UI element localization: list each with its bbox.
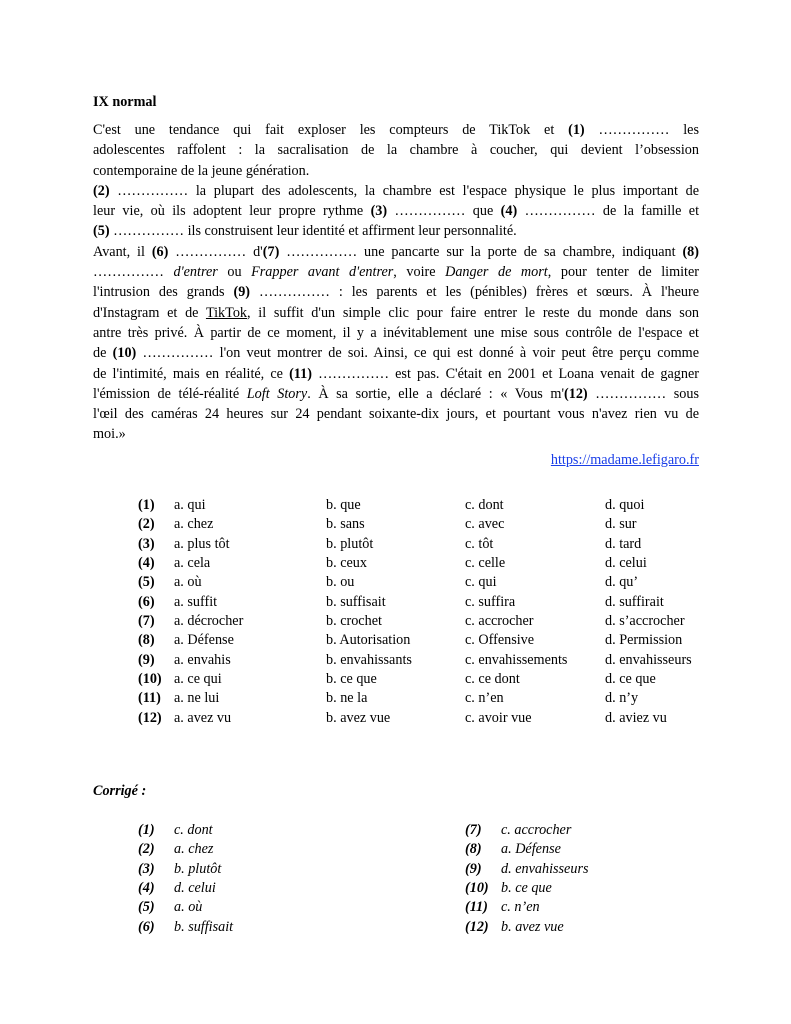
option-c: c. avec — [465, 516, 505, 533]
corrige-row — [465, 840, 671, 859]
option-row — [138, 515, 715, 534]
corrige-row — [138, 879, 344, 898]
option-b: b. que — [326, 497, 361, 513]
corrige-number: (1) — [138, 822, 155, 838]
corrige-number: (9) — [465, 860, 482, 877]
option-a: a. avez vu — [174, 709, 232, 726]
option-b: b. sans — [326, 516, 365, 533]
option-row — [138, 593, 715, 612]
option-b: b. envahissants — [326, 651, 412, 668]
corrige-number: (8) — [465, 841, 482, 858]
corrige-answer: b. plutôt — [174, 860, 222, 877]
option-a: a. plus tôt — [174, 535, 230, 552]
options-table — [138, 496, 715, 728]
corrige-number: (4) — [138, 880, 155, 897]
option-row — [138, 573, 715, 592]
corrige-number: (7) — [465, 822, 482, 838]
paragraph-line: l'intrusion des grands (9) …………… : les parents et les (pénibles) frères et sœurs. À l'heure — [93, 284, 699, 301]
corrige-answer: d. celui — [174, 880, 216, 897]
option-d: d. Permission — [605, 632, 683, 649]
option-a: a. ce qui — [174, 671, 222, 688]
option-row — [138, 670, 715, 689]
option-b: b. crochet — [326, 613, 382, 630]
option-b: b. ou — [326, 574, 355, 591]
paragraph-line: …………… d'entrer ou Frapper avant d'entrer, voire Danger de mort, pour tenter de limiter — [93, 264, 700, 281]
option-c: c. celle — [465, 555, 506, 572]
option-row — [138, 612, 715, 631]
paragraph-line: de l'intimité, mais en réalité, ce (11) …………… est pas. C'était en 2001 et Loana venait de gagner — [93, 365, 699, 382]
option-c: c. n’en — [465, 690, 504, 707]
option-d: d. tard — [605, 535, 642, 552]
option-c: c. suffira — [465, 593, 516, 610]
option-b: b. avez vue — [326, 709, 391, 726]
corrige-answer: a. Défense — [501, 841, 561, 858]
option-a: a. décrocher — [174, 613, 244, 630]
option-d: d. aviez vu — [605, 709, 667, 726]
source-link[interactable]: https://madame.lefigaro.fr — [550, 452, 699, 468]
cloze-paragraph — [93, 120, 699, 445]
option-a: a. où — [174, 574, 202, 591]
corrige-answer: a. chez — [174, 841, 214, 858]
corrige-row — [138, 918, 344, 937]
option-d: d. qu’ — [605, 574, 639, 591]
tiktok-link[interactable]: TikTok — [205, 304, 248, 321]
corrige-number: (10) — [465, 880, 489, 897]
paragraph-line: contemporaine de la jeune génération. — [93, 162, 310, 179]
corrige-number: (12) — [465, 918, 489, 935]
corrige-answer: a. où — [174, 899, 203, 916]
corrige-answer: c. accrocher — [501, 822, 572, 838]
corrige-answer: c. dont — [174, 822, 213, 838]
question-number: (4) — [138, 555, 155, 572]
corrige-row — [465, 898, 671, 917]
corrige-answer: d. envahisseurs — [501, 860, 589, 877]
corrige-row — [465, 918, 671, 937]
corrige-number: (3) — [138, 860, 155, 877]
option-c: c. Offensive — [465, 632, 535, 649]
corrige-row — [138, 821, 344, 840]
corrige-answer: b. avez vue — [501, 918, 564, 935]
option-a: a. cela — [174, 555, 211, 572]
corrige-row — [465, 821, 671, 840]
option-b: b. suffisait — [326, 593, 386, 610]
corrige-number: (11) — [465, 899, 488, 916]
option-d: d. suffirait — [605, 593, 664, 610]
option-d: d. s’accrocher — [605, 613, 685, 630]
question-number: (9) — [138, 651, 155, 668]
paragraph-line: l'œil des caméras 24 heures sur 24 pendant soixante-dix jours, et pourtant vous n'avez rien vu de — [93, 406, 699, 423]
option-a: a. Défense — [174, 632, 234, 649]
option-c: c. tôt — [465, 535, 494, 552]
corrige-answer: c. n’en — [501, 899, 540, 916]
option-b: b. ne la — [326, 690, 368, 707]
option-row — [138, 554, 715, 573]
question-number: (7) — [138, 613, 155, 630]
option-c: c. accrocher — [465, 613, 534, 630]
option-d: d. ce que — [605, 671, 656, 688]
option-d: d. quoi — [605, 497, 645, 513]
option-b: b. plutôt — [326, 535, 374, 552]
corrige-number: (6) — [138, 918, 155, 935]
option-a: a. suffit — [174, 593, 218, 610]
option-b: b. ce que — [326, 671, 377, 688]
option-c: c. envahissements — [465, 651, 568, 668]
question-number: (11) — [138, 690, 161, 707]
option-a: a. qui — [174, 497, 206, 513]
option-b: b. ceux — [326, 555, 367, 572]
question-number: (3) — [138, 535, 155, 552]
corrige-answer: b. suffisait — [174, 918, 234, 935]
paragraph-line: C'est une tendance qui fait exploser les compteurs de TikTok et (1) …………… les — [93, 122, 700, 138]
option-a: a. chez — [174, 516, 214, 533]
corrige-number: (5) — [138, 899, 155, 916]
question-number: (12) — [138, 709, 162, 726]
paragraph-line: Avant, il (6) …………… d'(7) …………… une pancarte sur la porte de sa chambre, indiquant (8) — [93, 243, 699, 260]
option-a: a. envahis — [174, 651, 231, 668]
option-b: b. Autorisation — [326, 632, 411, 649]
paragraph-line: (2) …………… la plupart des adolescents, la chambre est l'espace physique le plus important de — [93, 182, 700, 199]
option-row — [138, 709, 715, 728]
question-number: (2) — [138, 516, 155, 533]
question-number: (6) — [138, 593, 155, 610]
corrige-title: Corrigé : — [93, 783, 147, 799]
question-number: (1) — [138, 497, 155, 513]
paragraph-line: leur vie, où ils adoptent leur propre rythme (3) …………… que (4) …………… de la famille et — [93, 203, 700, 220]
paragraph-line: l'émission de télé-réalité Loft Story. À sa sortie, elle a déclaré : « Vous m'(12) …………… sous — [93, 385, 700, 402]
option-d: d. n’y — [605, 690, 639, 707]
corrige-row — [138, 898, 344, 917]
option-row — [138, 496, 715, 515]
question-number: (10) — [138, 671, 162, 688]
option-c: c. dont — [465, 497, 504, 513]
option-c: c. avoir vue — [465, 709, 532, 726]
option-c: c. qui — [465, 574, 497, 591]
corrige-answer: b. ce que — [501, 880, 552, 897]
paragraph-line: antre très privé. À partir de ce moment, il y a inévitablement une mise sous contrôle de l'espace et — [93, 324, 699, 341]
option-d: d. sur — [605, 516, 637, 533]
option-row — [138, 689, 715, 708]
exercise-title: IX normal — [93, 94, 157, 110]
corrige-left-column — [138, 821, 344, 937]
corrige-row — [138, 840, 344, 859]
corrige-row — [138, 860, 344, 879]
option-d: d. envahisseurs — [605, 651, 692, 668]
paragraph-line: de (10) …………… l'on veut montrer de soi. Ainsi, ce qui est donné à voir peut être perçu comme — [93, 345, 700, 362]
question-number: (8) — [138, 632, 155, 649]
question-number: (5) — [138, 574, 155, 591]
corrige-right-column — [465, 821, 671, 937]
option-row — [138, 651, 715, 670]
corrige-number: (2) — [138, 841, 155, 858]
option-a: a. ne lui — [174, 690, 220, 707]
option-row — [138, 631, 715, 650]
option-d: d. celui — [605, 555, 647, 572]
paragraph-line: moi.» — [93, 426, 126, 443]
paragraph-line: d'Instagram et de TikTok, il suffit d'un simple clic pour faire entrer le reste du monde dans son — [93, 304, 700, 321]
paragraph-line: adolescentes raffolent : la sacralisation de la chambre à coucher, qui devient l’obsession — [93, 142, 699, 159]
option-c: c. ce dont — [465, 671, 520, 688]
corrige-row — [465, 860, 671, 879]
corrige-row — [465, 879, 671, 898]
option-row — [138, 535, 715, 554]
paragraph-line: (5) …………… ils construisent leur identité et affirment leur personnalité. — [93, 223, 517, 240]
